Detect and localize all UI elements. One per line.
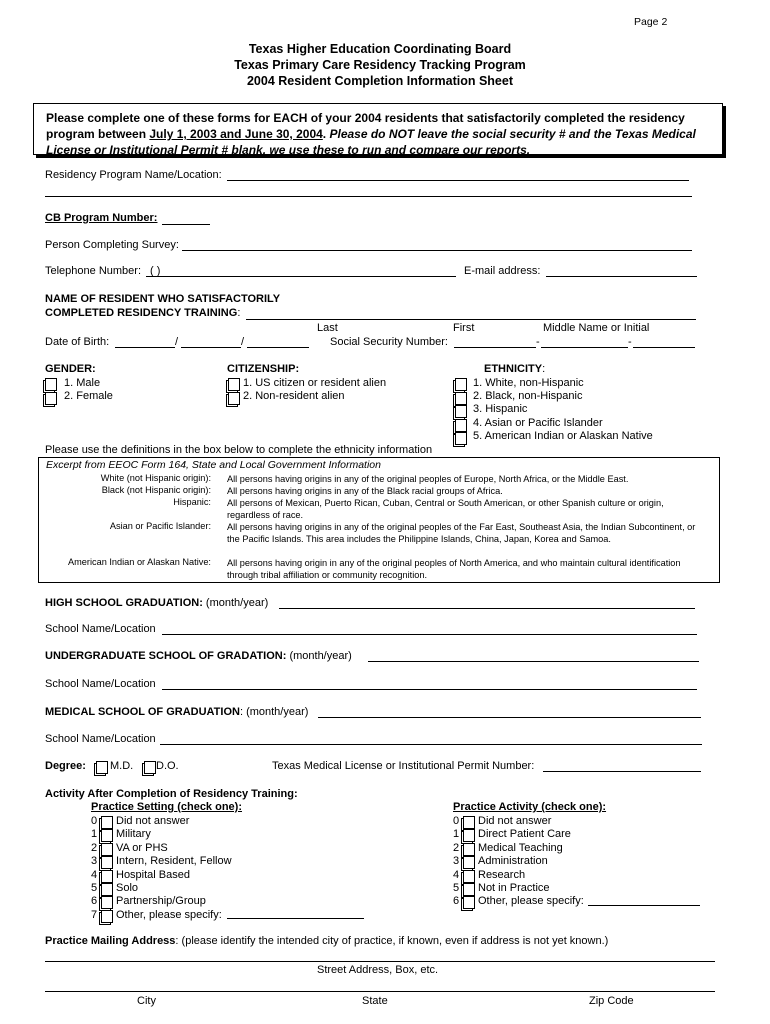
activity-option-label: Administration: [478, 855, 548, 868]
telephone-area-code: ( ): [150, 265, 161, 277]
setting-option-label: Other, please specify:: [116, 908, 222, 921]
page-label: Page 2: [634, 16, 668, 28]
dob-month-field[interactable]: [115, 347, 175, 348]
ethnicity-white-label: 1. White, non-Hispanic: [473, 377, 584, 389]
email-field[interactable]: [546, 276, 697, 277]
activity-option-checkbox[interactable]: [463, 843, 475, 856]
activity-heading: Activity After Completion of Residency Training:: [45, 788, 298, 800]
definition-row: [39, 485, 719, 497]
setting-option-checkbox[interactable]: [101, 870, 113, 883]
gender-male-checkbox[interactable]: [45, 378, 57, 391]
telephone-label: Telephone Number:: [45, 265, 142, 277]
instructions-part1: Please complete one of these forms for EACH of your 2004 residents that satisfactorily completed the residency program between: [46, 111, 685, 141]
setting-number: 0: [91, 815, 98, 827]
setting-option-label: Partnership/Group: [116, 895, 206, 908]
ssn-field-3[interactable]: [633, 347, 695, 348]
program-name-label: Residency Program Name/Location:: [45, 169, 222, 181]
activity-option-checkbox[interactable]: [463, 896, 475, 909]
setting-option-checkbox[interactable]: [101, 910, 113, 923]
activity-option-label: Not in Practice: [478, 882, 550, 894]
gender-male-label: 1. Male: [64, 377, 101, 389]
email-label: E-mail address:: [464, 265, 541, 277]
activity-option-label: Medical Teaching: [478, 841, 563, 854]
ssn-dash-2: -: [628, 336, 632, 348]
citizenship-us-label: 1. US citizen or resident alien: [243, 377, 387, 389]
setting-option-label: Intern, Resident, Fellow: [116, 855, 232, 868]
activity-number: 2: [453, 841, 460, 854]
city-caption: City: [137, 995, 156, 1007]
instructions-box: [33, 103, 723, 155]
setting-number: 7: [91, 908, 98, 921]
setting-option-checkbox[interactable]: [101, 829, 113, 842]
hs-graduation-label: [45, 597, 268, 609]
page-title: 2004 Resident Completion Information Sheet: [246, 74, 513, 88]
activity-other-specify-field[interactable]: [588, 905, 700, 906]
undergrad-graduation-field[interactable]: [368, 661, 699, 662]
instructions-text: [46, 110, 716, 158]
street-address-field[interactable]: [45, 961, 715, 962]
med-graduation-field[interactable]: [318, 717, 701, 718]
med-school-field[interactable]: [160, 744, 702, 745]
ethnicity-heading-colon: :: [542, 363, 546, 375]
license-label: Texas Medical License or Institutional Permit Number:: [272, 760, 535, 772]
definitions-box: [38, 457, 720, 583]
practice-activity-heading: Practice Activity (check one):: [453, 801, 607, 813]
undergrad-graduation-bold: UNDERGRADUATE SCHOOL OF GRADATION:: [45, 650, 287, 662]
setting-number: 3: [91, 855, 98, 868]
definition-row: [39, 473, 719, 485]
setting-option-checkbox[interactable]: [101, 896, 113, 909]
ethnicity-heading: [484, 363, 545, 375]
definition-text: All persons having origin in any of the original peoples of North America, and who maintain cultural identification through tribal affiliation or community recognition.: [227, 558, 681, 580]
resident-name-label-2: [45, 307, 240, 319]
activity-number: 3: [453, 855, 460, 868]
degree-do-label: D.O.: [156, 760, 179, 772]
ethnicity-asian-checkbox[interactable]: [455, 419, 467, 432]
program-name-field[interactable]: [227, 180, 689, 181]
degree-md-checkbox[interactable]: [96, 761, 108, 774]
med-school-label: School Name/Location: [45, 733, 156, 745]
degree-md-label: M.D.: [110, 760, 134, 772]
ethnicity-white-checkbox[interactable]: [455, 378, 467, 391]
activity-number: 4: [453, 868, 460, 881]
setting-option-label: VA or PHS: [116, 841, 168, 854]
first-name-caption: First: [453, 322, 475, 334]
mailing-address-note: : (please identify the intended city of practice, if known, even if address is not yet known.): [175, 935, 609, 947]
state-caption: State: [362, 995, 388, 1007]
hs-school-field[interactable]: [162, 634, 697, 635]
street-address-caption: Street Address, Box, etc.: [317, 964, 439, 976]
gender-female-label: 2. Female: [64, 390, 113, 402]
mailing-address-bold: Practice Mailing Address: [45, 935, 176, 947]
med-graduation-bold: MEDICAL SCHOOL OF GRADUATION: [45, 706, 240, 718]
ethnicity-black-label: 2. Black, non-Hispanic: [473, 390, 583, 402]
ethnicity-black-checkbox[interactable]: [455, 392, 467, 405]
citizenship-nonresident-checkbox[interactable]: [228, 392, 240, 405]
instructions-warning: Please do NOT leave the social security # and the Texas Medical License or Institutional Permit # blank, we use these to run and compare our reports.: [46, 127, 696, 157]
mailing-address-label: [45, 935, 608, 947]
person-completing-label: Person Completing Survey:: [45, 239, 179, 251]
degree-do-checkbox[interactable]: [144, 761, 156, 774]
ssn-dash-1: -: [536, 336, 540, 348]
activity-option-checkbox[interactable]: [463, 829, 475, 842]
definition-term: Black (not Hispanic origin):: [101, 485, 211, 495]
definition-row: [39, 497, 719, 521]
practice-setting-heading: Practice Setting (check one):: [91, 801, 242, 813]
resident-name-label-2-text: COMPLETED RESIDENCY TRAINING: [45, 307, 238, 319]
setting-number: 1: [91, 828, 98, 841]
med-graduation-label: [45, 706, 308, 718]
setting-option-label: Did not answer: [116, 815, 190, 827]
definition-row: [39, 521, 719, 557]
dob-slash-2: /: [241, 336, 245, 348]
dob-day-field[interactable]: [181, 347, 241, 348]
hs-graduation-rest: (month/year): [202, 597, 269, 609]
setting-option-label: Hospital Based: [116, 868, 190, 881]
activity-number: 5: [453, 882, 460, 894]
dob-slash-1: /: [175, 336, 179, 348]
ssn-field-2[interactable]: [541, 347, 628, 348]
telephone-field[interactable]: [146, 276, 456, 277]
middle-name-caption: Middle Name or Initial: [543, 322, 650, 334]
definition-text: All persons having origins in any of the original peoples of Europe, North Africa, or the Middle East.: [227, 474, 629, 484]
instructions-dates: July 1, 2003 and June 30, 2004: [149, 127, 323, 141]
definition-row: [39, 557, 719, 581]
setting-number: 4: [91, 868, 98, 881]
activity-number: 1: [453, 828, 460, 841]
definition-term: White (not Hispanic origin):: [100, 473, 211, 483]
gender-heading: GENDER:: [45, 363, 96, 375]
ethnicity-heading-text: ETHNICITY: [484, 363, 543, 375]
city-state-zip-field[interactable]: [45, 991, 715, 992]
activity-option-label: Other, please specify:: [478, 895, 584, 908]
zip-caption: Zip Code: [589, 995, 634, 1007]
activity-option-label: Did not answer: [478, 815, 552, 827]
activity-option-label: Research: [478, 868, 526, 881]
citizenship-us-checkbox[interactable]: [228, 378, 240, 391]
setting-number: 6: [91, 895, 98, 908]
undergrad-school-field[interactable]: [162, 689, 697, 690]
header-program: Texas Primary Care Residency Tracking Program: [234, 58, 526, 72]
definition-text: All persons having origins in any of the Black racial groups of Africa.: [227, 486, 503, 496]
activity-option-checkbox[interactable]: [463, 816, 475, 829]
dob-year-field[interactable]: [247, 347, 309, 348]
gender-female-checkbox[interactable]: [45, 392, 57, 405]
hs-graduation-field[interactable]: [279, 608, 695, 609]
activity-option-checkbox[interactable]: [463, 856, 475, 869]
ethnicity-native-checkbox[interactable]: [455, 432, 467, 445]
definition-term: American Indian or Alaskan Native:: [68, 557, 211, 567]
undergrad-graduation-label: [45, 650, 352, 662]
setting-number: 2: [91, 841, 98, 854]
setting-other-specify-field[interactable]: [227, 918, 364, 919]
dob-label: Date of Birth:: [45, 336, 110, 348]
resident-name-label-1: NAME OF RESIDENT WHO SATISFACTORILY: [45, 293, 281, 305]
citizenship-heading: CITIZENSHIP:: [227, 363, 300, 375]
activity-number: 0: [453, 815, 460, 827]
person-completing-field[interactable]: [182, 250, 692, 251]
setting-option-label: Solo: [116, 882, 139, 894]
undergrad-graduation-rest: (month/year): [286, 650, 352, 662]
last-name-caption: Last: [317, 322, 338, 334]
ssn-field-1[interactable]: [454, 347, 536, 348]
setting-option-checkbox[interactable]: [101, 843, 113, 856]
degree-label: Degree:: [45, 760, 86, 772]
definition-term: Hispanic:: [173, 497, 211, 507]
setting-option-label: Military: [116, 828, 151, 841]
setting-option-checkbox[interactable]: [101, 816, 113, 829]
setting-number: 5: [91, 882, 98, 894]
cb-program-label: CB Program Number:: [45, 212, 158, 224]
definition-text: All persons having origins in any of the original peoples of the Far East, Southeast Asia, the Indian Subcontinent, or the Pacific Islands. This area includes the Philippine Islands, China, Japan, Korea and Samoa.: [227, 522, 696, 544]
activity-option-label: Direct Patient Care: [478, 828, 571, 841]
activity-number: 6: [453, 895, 460, 908]
ethnicity-hispanic-checkbox[interactable]: [455, 405, 467, 418]
cb-program-field[interactable]: [162, 224, 210, 225]
setting-option-checkbox[interactable]: [101, 883, 113, 896]
activity-option-checkbox[interactable]: [463, 883, 475, 896]
resident-name-colon: :: [237, 307, 241, 319]
license-field[interactable]: [543, 771, 701, 772]
ethnicity-native-label: 5. American Indian or Alaskan Native: [473, 430, 653, 442]
program-name-field-line2[interactable]: [45, 196, 692, 197]
definition-term: Asian or Pacific Islander:: [109, 521, 211, 531]
undergrad-school-label: School Name/Location: [45, 678, 156, 690]
resident-name-field[interactable]: [246, 319, 696, 320]
hs-graduation-bold: HIGH SCHOOL GRADUATION:: [45, 597, 203, 609]
ssn-label: Social Security Number:: [330, 336, 448, 348]
definitions-title: Excerpt from EEOC Form 164, State and Local Government Information: [46, 459, 381, 471]
ethnicity-asian-label: 4. Asian or Pacific Islander: [473, 417, 603, 429]
setting-option-checkbox[interactable]: [101, 856, 113, 869]
med-graduation-rest: : (month/year): [239, 706, 309, 718]
definitions-intro: Please use the definitions in the box below to complete the ethnicity information: [45, 444, 433, 456]
ethnicity-hispanic-label: 3. Hispanic: [473, 403, 528, 415]
header-organization: Texas Higher Education Coordinating Board: [248, 42, 512, 56]
citizenship-nonresident-label: 2. Non-resident alien: [243, 390, 345, 402]
instructions-period: .: [322, 127, 327, 141]
definition-text: All persons of Mexican, Puerto Rican, Cuban, Central or South American, or other Spanish culture or origin, regardless of race.: [227, 498, 664, 520]
activity-option-checkbox[interactable]: [463, 870, 475, 883]
hs-school-label: School Name/Location: [45, 623, 156, 635]
